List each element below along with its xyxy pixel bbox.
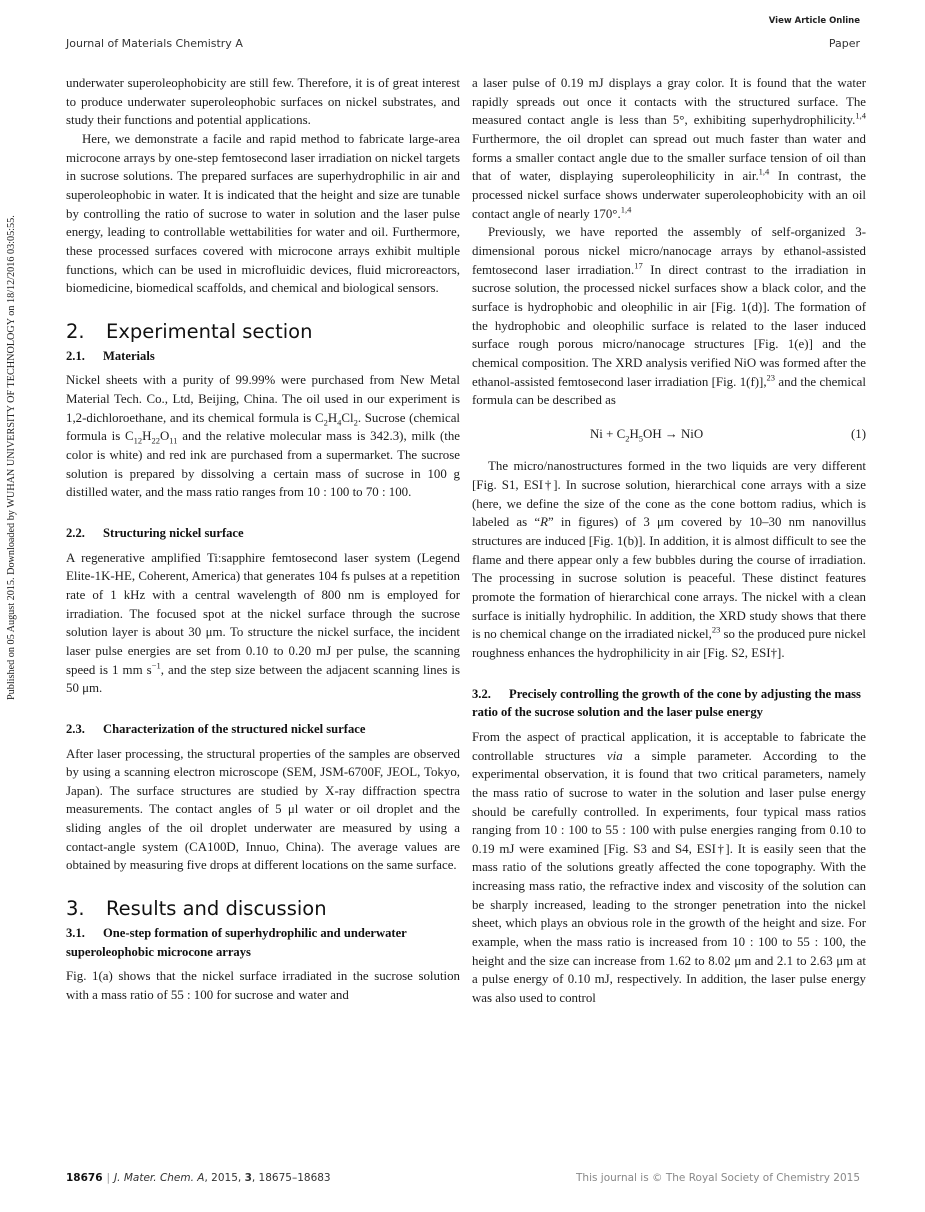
intro-paragraph-1: underwater superoleophobicity are still few. Therefore, it is of great interest to produce underwater superoleophobic surfaces on nickel substrates, and study their functions and potential applications.	[66, 76, 460, 128]
subsection-number: 2.2.	[66, 526, 85, 541]
section-heading-experimental	[66, 319, 460, 345]
subsection-heading-one-step	[66, 924, 460, 961]
article-type: Paper	[828, 37, 860, 50]
subsection-heading-structuring	[66, 524, 460, 543]
citation-link[interactable]: 23	[766, 372, 776, 383]
subsection-number: 2.1.	[66, 348, 85, 363]
subsection-title: Characterization of the structured nickel surface	[103, 721, 366, 736]
equation-1	[472, 425, 866, 444]
download-watermark: Published on 05 August 2015. Downloaded by WUHAN UNIVERSITY OF TECHNOLOGY on 18/12/2016 03:05:55.	[6, 215, 17, 700]
page-number: 18676	[66, 1172, 103, 1184]
structuring-paragraph: A regenerative amplified Ti:sapphire femtosecond laser system (Legend Elite-1K-HE, Coherent, America) that generates 104 fs pulses at a repetition rate of 1 kHz with a central wavelength of 800 nm is employed for irradiation. The focused spot at the nickel surface through the sucrose solution layer is about 30 μm. To structure the nickel surface, the incident laser pulse energies are set from 0.10 to 0.20 mJ per pulse, the scanning speed is 1 mm $s^{-1}$, and the step size between the adjacent scanning lines is 50 μm.	[66, 550, 461, 696]
citation-link[interactable]: 23	[711, 625, 721, 636]
equation-number: (1)	[850, 426, 866, 441]
citation-link[interactable]: 1,4	[855, 111, 866, 122]
citation-link[interactable]: 1,4	[758, 166, 770, 177]
section-number: 3.	[66, 897, 85, 921]
previous-work-paragraph: Previously, we have reported the assembly of self-organized 3-dimensional porous nickel micro/nanocage arrays by ethanol-assisted femtosecond laser irradiation.$^{17}$ In direct contrast to the irradiation in sucrose solution, the processed nickel surfaces show a black color, and the surface is hydrophobic and oleophilic in air [Fig. 1(d)]. The formation of the hydrophobic and oleophilic surface is related to the laser induced surface rough porous micro/nanocage structures [Fig. 1(e)] and the chemical composition. The XRD analysis verified NiO was formed after the ethanol-assisted femtosecond laser irradiation [Fig. 1(f)],$^{23}$ and the chemical formula can be described as	[472, 225, 866, 408]
microstructures-paragraph: The micro/nanostructures formed in the two liquids are very different [Fig. S1, ESI†]. In sucrose solution, hierarchical cone arrays with a size (here, we define the size of the cone as the cone bottom radius, which is labeled as “R” in figures) of 3 μm covered by 10–30 nm nanovillus structures are induced [Fig. 1(b)]. In addition, it is almost difficult to see the flame and there appear only a few bubbles during the course of irradiation. The processing in sucrose solution is peaceful. These distinct features promote the formation of hierarchical cone arrays. The nickel with a clean surface is initially hydrophilic. In addition, the XRD study shows that there is no chemical change on the irradiated nickel,$^{23}$ so the produced pure nickel roughness enhances the hydrophilicity in air [Fig. S2, ESI†].	[472, 459, 866, 661]
controlling-growth-paragraph: From the aspect of practical application, it is acceptable to fabricate the controllable structures via a simple parameter. According to the experimental observation, it is found that two critical parameters, namely the mass ratio of sucrose to water in the solution and laser pulse energy should be carefully controlled. In experiments, four typical mass ratios ranging from 10 : 100 to 55 : 100 with pulse energies ranging from 0.10 to 0.19 mJ were examined [Fig. S3 and S4, ESI†]. It is easily seen that the mass ratio of the solutions greatly affected the cone topography. With the increasing mass ratio, the refractive index and viscosity of the solution can be sharply increased, leading to the stronger penetration into the nickel sheet, which plays an obvious role in the growth of the height and size. For example, when the mass ratio is increased from 10 : 100 to 55 : 100, the height and the size can increase from 1.62 to 8.02 μm and 2.1 to 2.63 μm at a pulse energy of 0.10 mJ, respectively. In addition, the laser pulse energy was also used to control	[472, 729, 866, 1006]
subsection-number: 3.1.	[66, 926, 85, 941]
subsection-heading-characterization	[66, 720, 460, 739]
equation-formula: $Ni + C_2H_5OH$ → NiO	[590, 426, 704, 444]
subsection-title: Precisely controlling the growth of the cone by adjusting the mass ratio of the sucrose solution and the laser pulse energy	[472, 686, 861, 720]
left-column	[66, 74, 460, 1005]
citation-link[interactable]: 17	[634, 260, 643, 271]
journal-abbrev: J. Mater. Chem. A	[114, 1172, 205, 1184]
section-title: Results and discussion	[106, 897, 327, 921]
intro-paragraph-2: Here, we demonstrate a facile and rapid method to fabricate large-area microcone arrays by one-step femtosecond laser irradiation on nickel targets in sucrose solutions. The prepared surfaces are superhydrophilic in air and superoleophobic in water. It is indicated that the height and size are tunable by controlling the ratio of sucrose to water in solution and the laser pulse energy, leading to controllable wettabilities for water and oil. Furthermore, these processed surfaces covered with microcone arrays exhibit multiple functions, which can be used in microfluidic devices, fluid microreactors, biomedicine, biomedical scaffolds, and chemical and biological sensors.	[66, 131, 460, 296]
footer-separator: |	[106, 1172, 111, 1184]
footer-citation: 18676 | J. Mater. Chem. A, 2015, 3, 18675–18683	[66, 1172, 331, 1184]
volume: 3	[244, 1172, 252, 1184]
section-heading-results	[66, 896, 460, 922]
subsection-title: One-step formation of superhydrophilic and underwater superoleophobic microcone arrays	[66, 926, 407, 959]
subsection-heading-controlling-growth	[472, 685, 866, 722]
footer-copyright: This journal is © The Royal Society of Chemistry 2015	[576, 1172, 860, 1184]
citation-link[interactable]: 1,4	[620, 204, 632, 215]
journal-name: Journal of Materials Chemistry A	[66, 37, 243, 50]
subsection-number: 2.3.	[66, 721, 85, 736]
materials-paragraph: Nickel sheets with a purity of 99.99% were purchased from New Metal Material Tech. Co., Ltd, Beijing, China. The oil used in our experiment is 1,2-dichloroethane, and its chemical formula is $C_2H_4Cl_2$. Sucrose (chemical formula is $C_{12}H_{22}O_{11}$ and the relative molecular mass is 342.3), milk (the color is white) and red ink are purchased from a supermarket. The sucrose solution is prepared by dissolving a certain mass of sucrose in 100 g distilled water, and the mass ratio ranges from 10 : 100 to 70 : 100.	[66, 373, 461, 500]
wettability-paragraph: a laser pulse of 0.19 mJ displays a gray color. It is found that the water rapidly spreads out once it contacts with the structured surface. The measured contact angle is less than 5°, exhibiting superhydrophilicity.$^{1,4}$ Furthermore, the oil droplet can spread out much faster than water and forms a smaller contact angle due to the smaller surface tension of oil than that of water, displaying superoleophilicity in air.$^{1,4}$ In contrast, the processed nickel surface shows underwater superoleophobicity with an oil contact angle of nearly 170°.$^{1,4}$	[472, 76, 866, 221]
section-number: 2.	[66, 319, 85, 343]
subsection-number: 3.2.	[472, 686, 491, 701]
subsection-title: Materials	[103, 348, 155, 363]
section-title: Experimental section	[106, 319, 313, 343]
subsection-heading-materials	[66, 347, 460, 366]
characterization-paragraph: After laser processing, the structural properties of the samples are observed by using a scanning electron microscope (SEM, JSM-6700F, JEOL, Tokyo, Japan). The surface structures are studied by X-ray diffraction spectra measurements. The contact angles of 5 μl water or oil droplet and the sliding angles of the oil droplet underwater are measured by using a contact-angle system (CA100D, Innuo, China). The average values are obtained by measuring five drops at different locations on the same surface.	[66, 746, 460, 873]
subsection-title: Structuring nickel surface	[103, 526, 244, 541]
one-step-paragraph: Fig. 1(a) shows that the nickel surface irradiated in the sucrose solution with a mass ratio of 55 : 100 for sucrose and water and	[66, 969, 460, 1002]
view-article-online-link[interactable]: View Article Online	[768, 16, 860, 26]
right-column	[472, 74, 866, 1008]
